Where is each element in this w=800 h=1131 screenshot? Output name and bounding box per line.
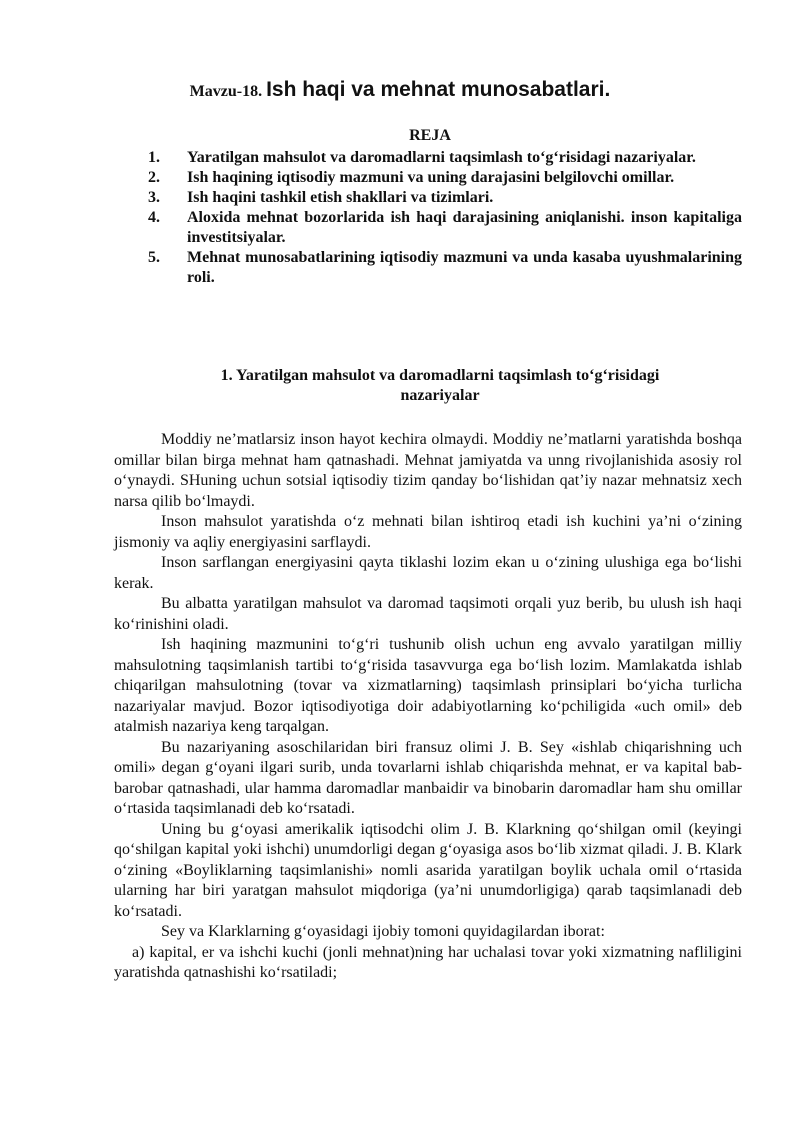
paragraph: Bu albatta yaratilgan mahsulot va daromad taqsimoti orqali yuz berib, bu ulush ish haqi ko‘rinishini oladi. xyxy=(114,595,742,633)
plan-item xyxy=(148,208,742,248)
paragraph: Inson sarflangan energiyasini qayta tiklashi lozim ekan u o‘zining ulushiga ega bo‘lishi kerak. xyxy=(114,554,742,592)
title-main: Ish haqi va mehnat munosabatlari. xyxy=(266,78,611,101)
title-prefix: Mavzu-18. xyxy=(189,83,263,100)
plan-heading: REJA xyxy=(409,127,451,144)
plan-item-number: 2. xyxy=(148,169,160,186)
paragraph: Ish haqining mazmunini to‘g‘ri tushunib olish uchun eng avvalo yaratilgan milliy mahsulotning taqsimlanish tartibi to‘g‘risida tasavvurga ega bo‘lish lozim. Mamlakatda ishlab chiqarilgan mahsulotning (tovar va xizmatlarning) taqsimlash prinsiplari bo‘yicha turlicha nazariyalar mavjud. Bozor iqtisodiyotiga doir adabiyotlarning ko‘pchiligida «uch omil» deb atalmish nazariya keng tarqalgan. xyxy=(114,636,742,735)
plan-item-number: 5. xyxy=(148,249,160,266)
body-text xyxy=(114,430,742,984)
plan-list xyxy=(148,148,742,288)
plan-item-number: 3. xyxy=(148,189,160,206)
plan-item-number: 4. xyxy=(148,209,160,226)
section-heading xyxy=(140,366,740,406)
page-title xyxy=(0,78,800,102)
paragraph: Moddiy ne’matlarsiz inson hayot kechira olmaydi. Moddiy ne’matlarni yaratishda boshqa omillar bilan birga mehnat ham qatnashadi. Mehnat jamiyatda va unng rivojlanishida asosiy rol o‘ynaydi. SHuning uchun sotsial iqtisodiy tizim qanday bo‘lishidan qat’iy nazar mehnatsiz xech narsa qilib bo‘lmaydi. xyxy=(114,431,742,510)
paragraph: Bu nazariyaning asoschilaridan biri fransuz olimi J. B. Sey «ishlab chiqarishning uch omili» degan g‘oyani ilgari surib, unda tovarlarni ishlab chiqarishda mehnat, er va kapital bab-barobar qatnashadi, ular hamma daromadlar manbaidir va binobarin daromadlar ham shu omillar o‘rtasida taqsimlanadi deb ko‘rsatadi. xyxy=(114,738,742,817)
paragraph: Uning bu g‘oyasi amerikalik iqtisodchi olim J. B. Klarkning qo‘shilgan omil (keyingi qo‘shilgan kapital yoki ishchi) unumdorligi degan g‘oyasiga asos bo‘lib xizmat qiladi. J. B. Klark o‘zining «Boyliklarning taqsimlanishi» nomli asarida yaratilgan boylik uchala omil o‘rtasida ularning har biri yaratgan mahsulot miqdoriga (ya’ni unumdorligiga) qarab taqsimlanadi deb ko‘rsatadi. xyxy=(114,820,742,920)
plan-item xyxy=(148,248,742,288)
plan-item-text: Ish haqining iqtisodiy mazmuni va uning darajasini belgilovchi omillar. xyxy=(187,169,675,186)
plan-item xyxy=(148,148,742,168)
plan-item xyxy=(148,168,742,188)
paragraph: Inson mahsulot yaratishda o‘z mehnati bilan ishtiroq etadi ish kuchini ya’ni o‘zining jismoniy va aqliy energiyasini sarflaydi. xyxy=(114,513,742,551)
section-heading-line: nazariyalar xyxy=(400,387,480,404)
plan-item-text: Ish haqini tashkil etish shakllari va tizimlari. xyxy=(187,189,494,206)
section-heading-line: 1. Yaratilgan mahsulot va daromadlarni taqsimlash to‘g‘risidagi xyxy=(220,367,660,384)
plan-item-text: Aloxida mehnat bozorlarida ish haqi darajasining aniqlanishi. inson kapitaliga investitsiyalar. xyxy=(187,209,742,246)
plan-item-text: Yaratilgan mahsulot va daromadlarni taqsimlash to‘g‘risidagi nazariyalar. xyxy=(187,149,696,166)
plan-item-number: 1. xyxy=(148,149,160,166)
plan-item-text: Mehnat munosabatlarining iqtisodiy mazmuni va unda kasaba uyushmalarining roli. xyxy=(187,249,742,286)
list-item-a: a) kapital, er va ishchi kuchi (jonli mehnat)ning har uchalasi tovar yoki xizmatning nafliligini yaratishda qatnashishi ko‘rsatiladi; xyxy=(114,943,742,981)
plan-item xyxy=(148,188,742,208)
paragraph: Sey va Klarklarning g‘oyasidagi ijobiy tomoni quyidagilardan iborat: xyxy=(161,923,605,940)
